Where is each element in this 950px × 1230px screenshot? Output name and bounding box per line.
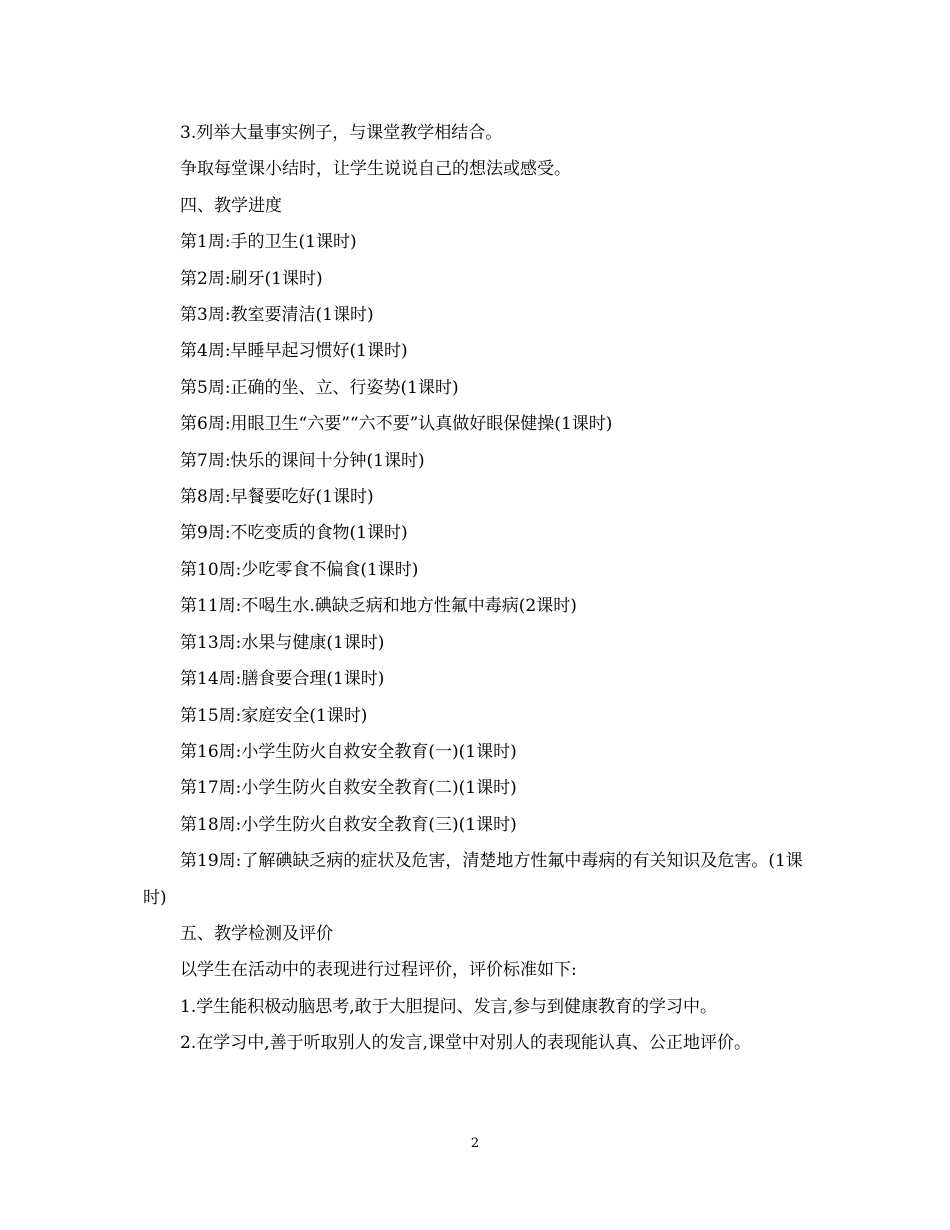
section-heading-schedule: 四、教学进度 (180, 195, 282, 216)
schedule-item-week-7: 第7周:快乐的课间十分钟(1课时) (180, 450, 425, 471)
schedule-item-week-11: 第11周:不喝生水.碘缺乏病和地方性氟中毒病(2课时) (180, 596, 577, 617)
schedule-item-week-5: 第5周:正确的坐、立、行姿势(1课时) (180, 377, 459, 398)
section-heading-evaluation: 五、教学检测及评价 (180, 923, 333, 944)
schedule-item-week-2: 第2周:刷牙(1课时) (180, 268, 323, 289)
schedule-item-week-10: 第10周:少吃零食不偏食(1课时) (180, 559, 419, 580)
schedule-item-week-18: 第18周:小学生防火自救安全教育(三)(1课时) (180, 814, 517, 835)
evaluation-criterion-2: 2.在学习中,善于听取别人的发言,课堂中对别人的表现能认真、公正地评价。 (180, 1033, 752, 1054)
schedule-item-week-4: 第4周:早睡早起习惯好(1课时) (180, 341, 408, 362)
schedule-item-week-17: 第17周:小学生防火自救安全教育(二)(1课时) (180, 778, 517, 799)
paragraph-method-3: 3.列举大量事实例子，与课堂教学相结合。 (180, 123, 503, 143)
schedule-item-week-19: 第19周:了解碘缺乏病的症状及危害，清楚地方性氟中毒病的有关知识及危害。(1课时) (143, 851, 803, 908)
evaluation-criterion-1: 1.学生能积极动脑思考,敢于大胆提问、发言,参与到健康教育的学习中。 (180, 996, 718, 1017)
schedule-item-week-8: 第8周:早餐要吃好(1课时) (180, 487, 374, 508)
schedule-item-week-16: 第16周:小学生防火自救安全教育(一)(1课时) (180, 741, 517, 762)
schedule-item-week-9: 第9周:不吃变质的食物(1课时) (180, 523, 408, 544)
schedule-item-week-3: 第3周:教室要清洁(1课时) (180, 305, 374, 326)
schedule-item-week-13: 第13周:水果与健康(1课时) (180, 632, 385, 653)
paragraph-summary: 争取每堂课小结时，让学生说说自己的想法或感受。 (180, 159, 571, 180)
document-body (143, 115, 803, 1062)
schedule-item-week-6: 第6周:用眼卫生“六要”“六不要”认真做好眼保健操(1课时) (180, 414, 613, 435)
page-number: 2 (470, 1136, 480, 1151)
schedule-item-week-15: 第15周:家庭安全(1课时) (180, 705, 368, 726)
paragraph-evaluation-intro: 以学生在活动中的表现进行过程评价，评价标准如下: (180, 960, 577, 981)
schedule-item-week-1: 第1周:手的卫生(1课时) (180, 232, 357, 253)
schedule-item-week-14: 第14周:膳食要合理(1课时) (180, 669, 385, 690)
